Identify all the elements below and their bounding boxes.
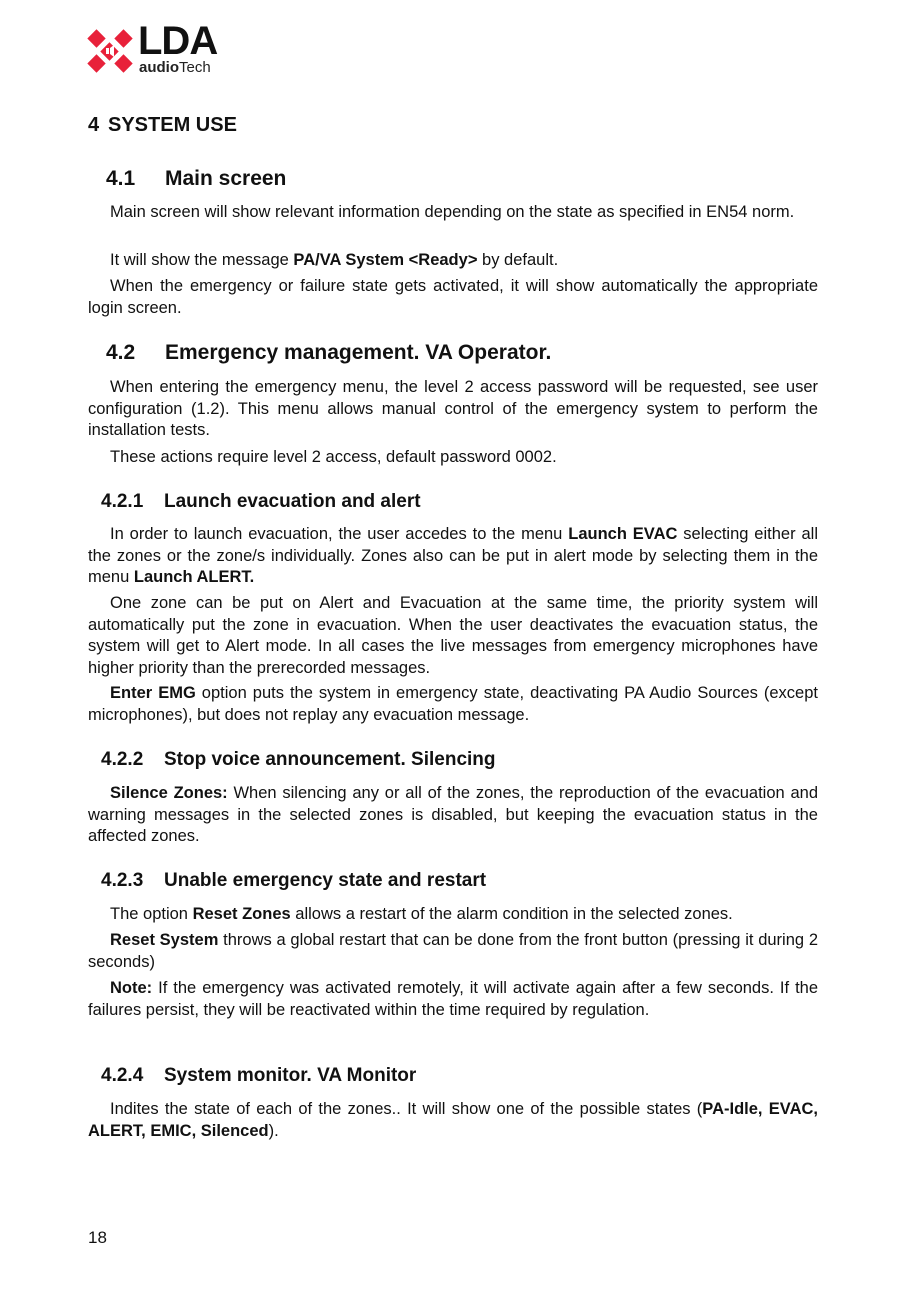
heading-4-2-emergency-management: 4.2 Emergency management. VA Operator. (106, 341, 552, 364)
paragraph-silencing-1: Silence Zones: When silencing any or all of the zones, the reproduction of the evacuation and warning messages in the selected zones is disabled, but keeping the evacuation status in the affected zones. (88, 784, 818, 845)
page-number: 18 (88, 1228, 107, 1247)
paragraph-emergency-management-1: When entering the emergency menu, the level 2 access password will be requested, see user configuration (1.2). This menu allows manual control of the emergency system to perform the installation tests. (88, 378, 818, 439)
paragraph-va-monitor: Indites the state of each of the zones.. It will show one of the possible states (PA-Idle, EVAC, ALERT, EMIC, Silenced). (88, 1100, 818, 1140)
paragraph-launch-evacuation-3: Enter EMG option puts the system in emergency state, deactivating PA Audio Sources (except microphones), but does not replay any evacuation message. (88, 684, 818, 724)
paragraph-launch-evacuation-2: One zone can be put on Alert and Evacuation at the same time, the priority system will automatically put the zone in evacuation. When the user deactivates the evacuation status, the system will get to Alert mode. In all cases the live messages from emergency microphones have higher priority than the prerecorded messages. (88, 594, 818, 677)
lda-audiotech-logo (86, 19, 236, 78)
paragraph-note: Note: If the emergency was activated remotely, it will activate again after a few seconds. If the failures persist, they will be reactivated within the time required by regulation. (88, 979, 818, 1019)
heading-4-system-use: 4 SYSTEM USE (88, 114, 237, 136)
paragraph-reset-zones: The option Reset Zones allows a restart of the alarm condition in the selected zones. (110, 905, 733, 923)
paragraph-main-screen-2: It will show the message PA/VA System <Ready> by default. (110, 251, 559, 269)
logo-subtitle: audioTech (139, 59, 211, 76)
paragraph-main-screen-1: Main screen will show relevant information depending on the state as specified in EN54 norm. (110, 203, 795, 221)
paragraph-emergency-management-2: These actions require level 2 access, default password 0002. (110, 448, 557, 466)
lda-diamond-logo-icon (86, 28, 134, 74)
heading-4-1-main-screen: 4.1 Main screen (106, 167, 287, 190)
heading-4-2-3-unable-emergency: 4.2.3 Unable emergency state and restart (101, 870, 487, 891)
heading-4-2-4-system-monitor: 4.2.4 System monitor. VA Monitor (101, 1065, 417, 1086)
paragraph-main-screen-3: When the emergency or failure state gets activated, it will show automatically the appropriate login screen. (88, 277, 818, 317)
heading-4-2-1-launch-evacuation: 4.2.1 Launch evacuation and alert (101, 491, 421, 512)
paragraph-reset-system: Reset System throws a global restart that can be done from the front button (pressing it during 2 seconds) (88, 931, 818, 971)
logo-brand-text: LDA (138, 19, 218, 63)
paragraph-launch-evacuation-1: In order to launch evacuation, the user accedes to the menu Launch EVAC selecting either all the zones or the zone/s individually. Zones also can be put in alert mode by selecting them in the menu Launch ALERT. (88, 525, 818, 586)
heading-4-2-2-stop-voice: 4.2.2 Stop voice announcement. Silencing (101, 749, 496, 770)
